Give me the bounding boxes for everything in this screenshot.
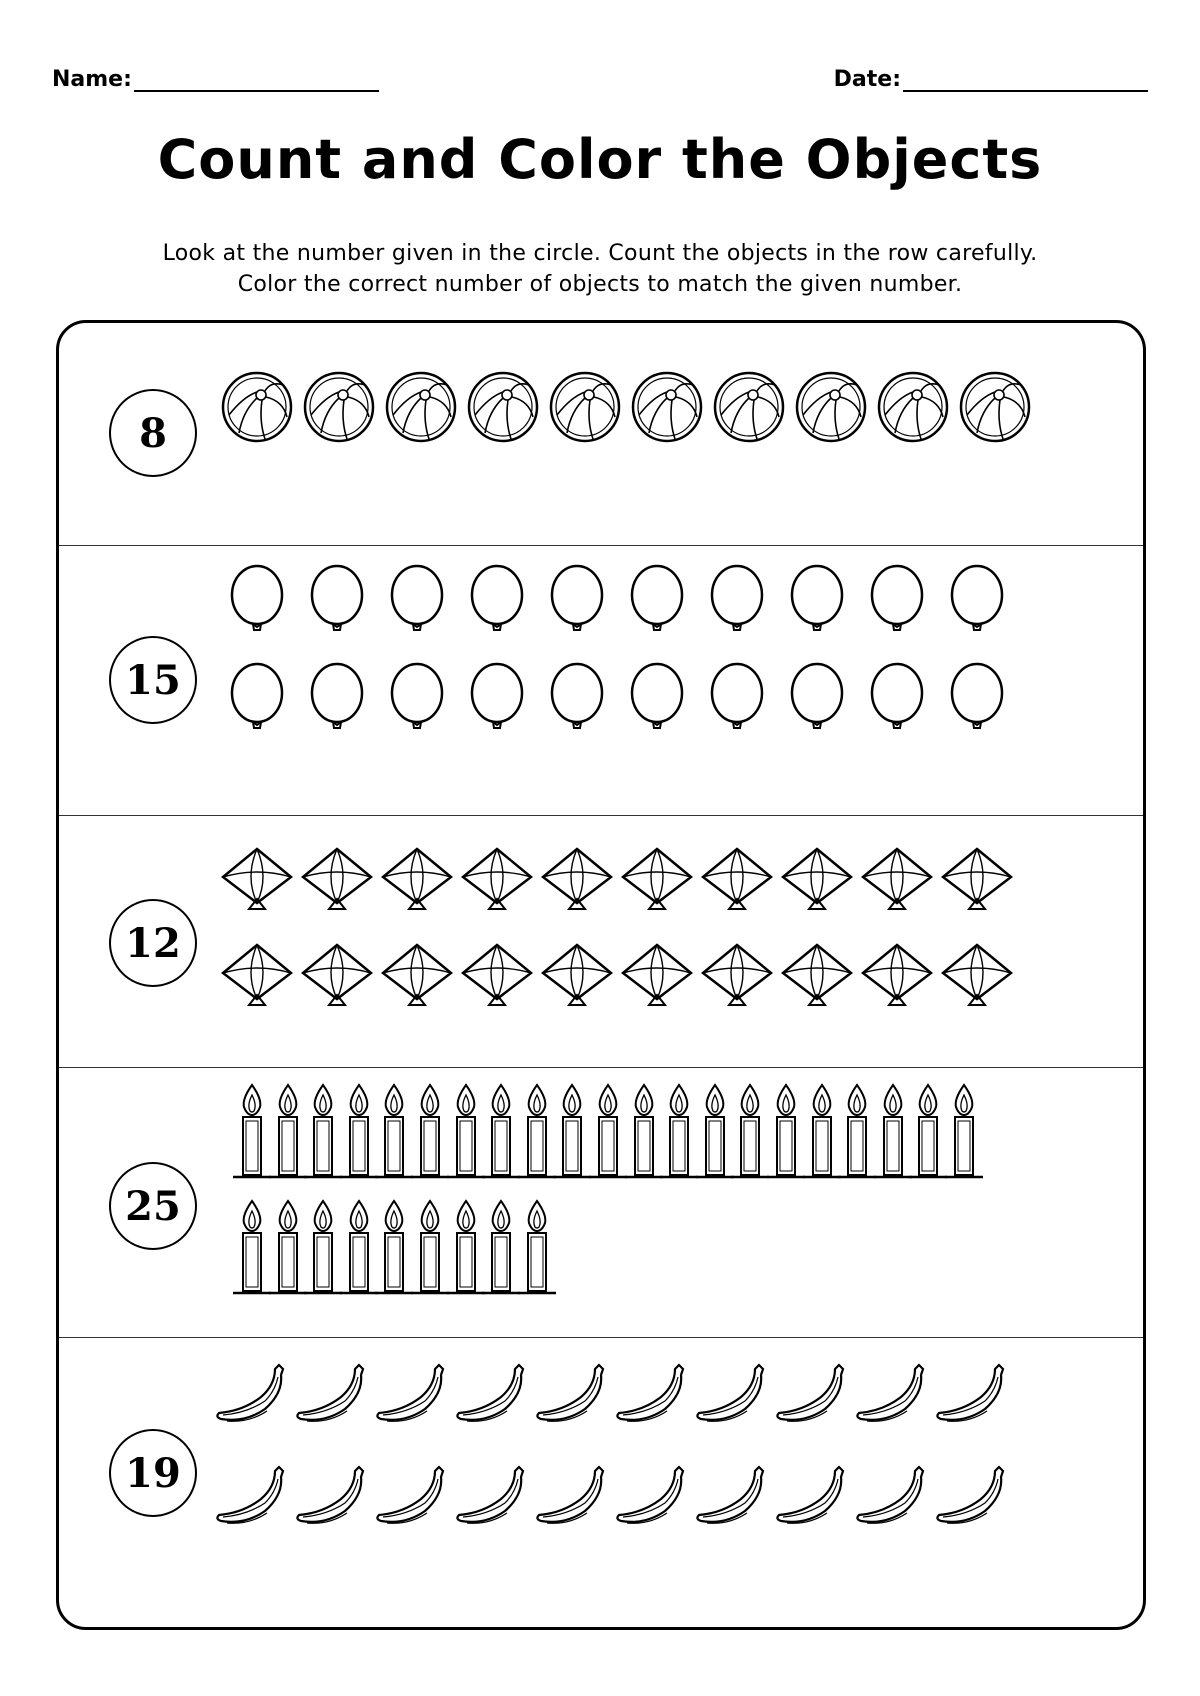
balloon-icon[interactable] (549, 565, 605, 637)
candle-icon[interactable] (340, 1199, 378, 1299)
number-circle: 25 (109, 1162, 197, 1250)
kite-icon[interactable] (701, 847, 773, 911)
candle-icon[interactable] (482, 1199, 520, 1299)
kite-icon[interactable] (861, 847, 933, 911)
kite-icon[interactable] (381, 943, 453, 1007)
balloon-icon[interactable] (789, 663, 845, 735)
instructions-line-1: Look at the number given in the circle. Count the objects in the row carefully. (162, 241, 1038, 266)
kite-icon[interactable] (941, 847, 1013, 911)
kite-icon[interactable] (221, 847, 293, 911)
row-balloons (59, 545, 1143, 815)
candle-icon[interactable] (767, 1083, 805, 1183)
balloon-icon[interactable] (469, 565, 525, 637)
candle-icon[interactable] (553, 1083, 591, 1183)
candle-icon[interactable] (696, 1083, 734, 1183)
candle-icon[interactable] (803, 1083, 841, 1183)
balloon-icon[interactable] (949, 663, 1005, 735)
row-beach-balls (59, 323, 1143, 545)
banana-icon[interactable] (693, 1465, 771, 1527)
banana-icon[interactable] (453, 1465, 531, 1527)
name-line[interactable] (134, 66, 379, 92)
beach-ball-icon[interactable] (959, 371, 1031, 443)
kite-icon[interactable] (461, 943, 533, 1007)
candle-icon[interactable] (304, 1083, 342, 1183)
beach-ball-icon[interactable] (221, 371, 293, 443)
banana-icon[interactable] (373, 1465, 451, 1527)
beach-ball-icon[interactable] (795, 371, 867, 443)
candle-icon[interactable] (518, 1199, 556, 1299)
balloon-icon[interactable] (309, 565, 365, 637)
number-circle: 12 (109, 899, 197, 987)
banana-icon[interactable] (853, 1465, 931, 1527)
balloon-icon[interactable] (629, 663, 685, 735)
balloon-icon[interactable] (389, 663, 445, 735)
banana-icon[interactable] (453, 1363, 531, 1425)
kite-icon[interactable] (781, 847, 853, 911)
banana-icon[interactable] (693, 1363, 771, 1425)
kite-icon[interactable] (621, 847, 693, 911)
row-candles (59, 1067, 1143, 1337)
candle-icon[interactable] (233, 1199, 271, 1299)
kite-icon[interactable] (541, 847, 613, 911)
candle-icon[interactable] (589, 1083, 627, 1183)
candle-icon[interactable] (269, 1199, 307, 1299)
candle-icon[interactable] (375, 1199, 413, 1299)
balloon-icon[interactable] (949, 565, 1005, 637)
banana-icon[interactable] (213, 1465, 291, 1527)
number-circle: 19 (109, 1429, 197, 1517)
kite-icon[interactable] (381, 847, 453, 911)
candle-icon[interactable] (447, 1083, 485, 1183)
candle-icon[interactable] (838, 1083, 876, 1183)
balloon-icon[interactable] (709, 565, 765, 637)
instructions-line-2: Color the correct number of objects to match the given number. (237, 272, 963, 297)
banana-icon[interactable] (213, 1363, 291, 1425)
balloon-icon[interactable] (469, 663, 525, 735)
worksheet-frame (56, 320, 1146, 1630)
candle-icon[interactable] (874, 1083, 912, 1183)
kite-icon[interactable] (301, 943, 373, 1007)
row-bananas (59, 1337, 1143, 1627)
balloon-icon[interactable] (549, 663, 605, 735)
kite-icon[interactable] (461, 847, 533, 911)
banana-icon[interactable] (293, 1465, 371, 1527)
banana-icon[interactable] (373, 1363, 451, 1425)
candle-icon[interactable] (518, 1083, 556, 1183)
header-fields (52, 66, 1148, 106)
date-line[interactable] (903, 66, 1148, 92)
candle-icon[interactable] (411, 1083, 449, 1183)
balloon-icon[interactable] (629, 565, 685, 637)
beach-ball-icon[interactable] (303, 371, 375, 443)
banana-icon[interactable] (933, 1465, 1011, 1527)
candle-icon[interactable] (233, 1083, 271, 1183)
balloon-icon[interactable] (229, 663, 285, 735)
balloon-icon[interactable] (789, 565, 845, 637)
kite-icon[interactable] (861, 943, 933, 1007)
candle-icon[interactable] (375, 1083, 413, 1183)
beach-ball-icon[interactable] (385, 371, 457, 443)
candle-icon[interactable] (625, 1083, 663, 1183)
kite-icon[interactable] (701, 943, 773, 1007)
balloon-icon[interactable] (229, 565, 285, 637)
number-circle: 15 (109, 636, 197, 724)
name-label: Name: (52, 67, 132, 92)
banana-icon[interactable] (293, 1363, 371, 1425)
beach-ball-icon[interactable] (713, 371, 785, 443)
beach-ball-icon[interactable] (631, 371, 703, 443)
candle-icon[interactable] (660, 1083, 698, 1183)
kite-icon[interactable] (941, 943, 1013, 1007)
number-circle: 8 (109, 389, 197, 477)
banana-icon[interactable] (933, 1363, 1011, 1425)
kite-icon[interactable] (621, 943, 693, 1007)
beach-ball-icon[interactable] (877, 371, 949, 443)
row-kites (59, 815, 1143, 1067)
kite-icon[interactable] (221, 943, 293, 1007)
candle-icon[interactable] (340, 1083, 378, 1183)
candle-icon[interactable] (909, 1083, 947, 1183)
candle-icon[interactable] (945, 1083, 983, 1183)
candle-icon[interactable] (304, 1199, 342, 1299)
banana-icon[interactable] (613, 1363, 691, 1425)
page-title: Count and Color the Objects (157, 128, 1043, 191)
beach-ball-icon[interactable] (549, 371, 621, 443)
balloon-icon[interactable] (709, 663, 765, 735)
name-field[interactable] (52, 66, 379, 92)
banana-icon[interactable] (613, 1465, 691, 1527)
candle-icon[interactable] (447, 1199, 485, 1299)
instructions (0, 238, 1200, 300)
candle-icon[interactable] (731, 1083, 769, 1183)
balloon-icon[interactable] (389, 565, 445, 637)
balloon-icon[interactable] (869, 565, 925, 637)
date-field[interactable] (834, 66, 1148, 92)
beach-ball-icon[interactable] (467, 371, 539, 443)
date-label: Date: (833, 67, 901, 92)
kite-icon[interactable] (301, 847, 373, 911)
candle-icon[interactable] (411, 1199, 449, 1299)
banana-icon[interactable] (773, 1363, 851, 1425)
banana-icon[interactable] (773, 1465, 851, 1527)
kite-icon[interactable] (781, 943, 853, 1007)
balloon-icon[interactable] (309, 663, 365, 735)
kite-icon[interactable] (541, 943, 613, 1007)
candle-icon[interactable] (269, 1083, 307, 1183)
banana-icon[interactable] (533, 1363, 611, 1425)
balloon-icon[interactable] (869, 663, 925, 735)
candle-icon[interactable] (482, 1083, 520, 1183)
banana-icon[interactable] (853, 1363, 931, 1425)
banana-icon[interactable] (533, 1465, 611, 1527)
